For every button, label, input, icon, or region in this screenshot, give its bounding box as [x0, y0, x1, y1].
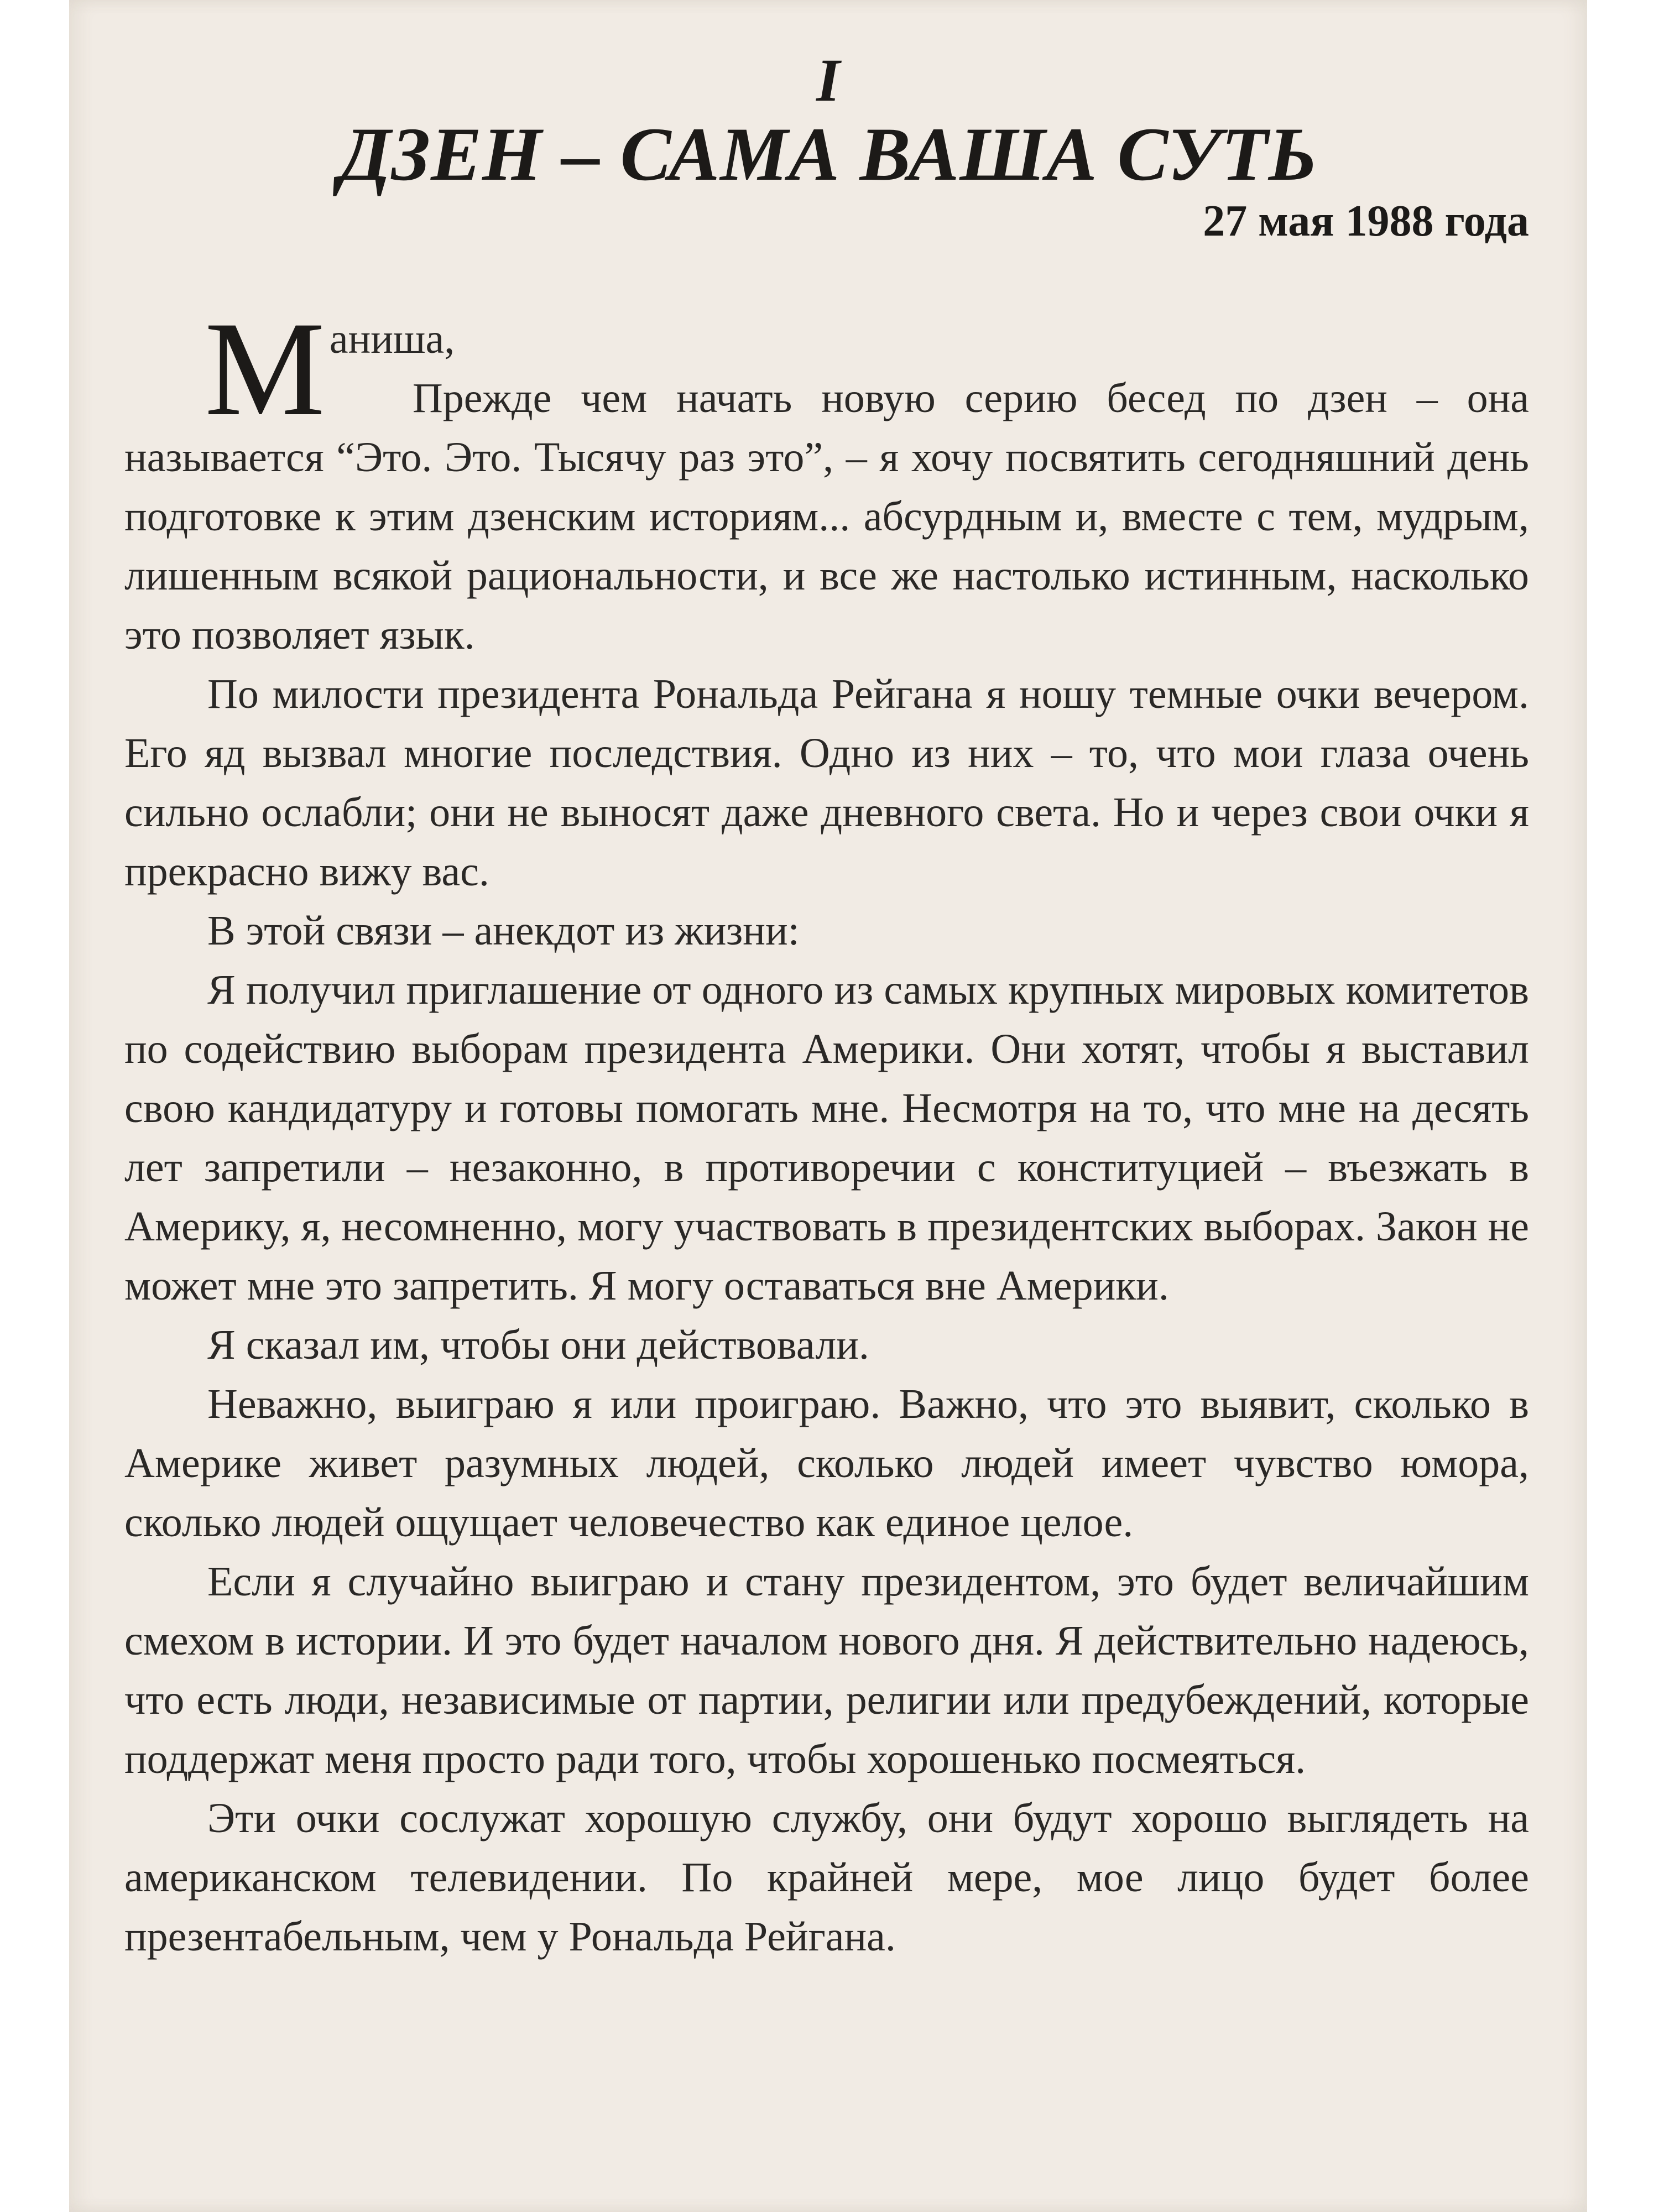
paragraph-7: Если я случайно выиграю и стану президентом, это будет величайшим смехом в истории. И это будет началом нового дня. Я действительно надеюсь, что есть люди, независимые от партии, религии или предубеждений, которые поддержат меня просто ради того, чтобы хорошенько посмеяться. [124, 1558, 1529, 1782]
paragraph-3: В этой связи – анекдот из жизни: [207, 907, 800, 954]
paragraph-1: Прежде чем начать новую серию бесед по дзен – она называется “Это. Это. Тысячу раз это”, – я хочу посвятить сегодняшний день подготовке к этим дзенским историям... абсурдным и, вместе с тем, мудрым, лишенным всякой рациональности, и все же настолько истинным, насколько это позволяет язык. [124, 375, 1529, 658]
drop-cap: М [205, 294, 325, 444]
paragraph-5: Я сказал им, чтобы они действовали. [207, 1322, 869, 1368]
salutation [124, 294, 1529, 444]
paragraph-8: Эти очки сослужат хорошую службу, они будут хорошо выглядеть на американском телевидении. По крайней мере, мое лицо будет более презентабельным, чем у Рональда Рейгана. [124, 1795, 1529, 1960]
salutation-text: аниша, [329, 316, 455, 362]
paragraph-6: Неважно, выиграю я или проиграю. Важно, что это выявит, сколько в Америке живет разумных людей, сколько людей имеет чувство юмора, сколько людей ощущает человечество как единое целое. [124, 1381, 1529, 1546]
paragraph-2: По милости президента Рональда Рейгана я ношу темные очки вечером. Его яд вызвал многие последствия. Одно из них – то, что мои глаза очень сильно ослабли; они не выносят даже дневного света. Но и через свои очки я прекрасно вижу вас. [124, 671, 1529, 895]
book-page [69, 0, 1587, 2212]
body-text [124, 294, 1529, 1966]
chapter-title: ДЗЕН – САМА ВАША СУТЬ [338, 112, 1318, 196]
paragraph-4: Я получил приглашение от одного из самых крупных мировых комитетов по содействию выборам президента Америки. Они хотят, чтобы я выставил свою кандидатуру и готовы помогать мне. Несмотря на то, что мне на десять лет запретили – незаконно, в противоречии с конституцией – въезжать в Америку, я, несомненно, могу участвовать в президентских выборах. Закон не может мне это запретить. Я могу оставаться вне Америки. [124, 967, 1529, 1309]
chapter-date: 27 мая 1988 года [1203, 197, 1529, 246]
chapter-number: I [816, 46, 840, 114]
